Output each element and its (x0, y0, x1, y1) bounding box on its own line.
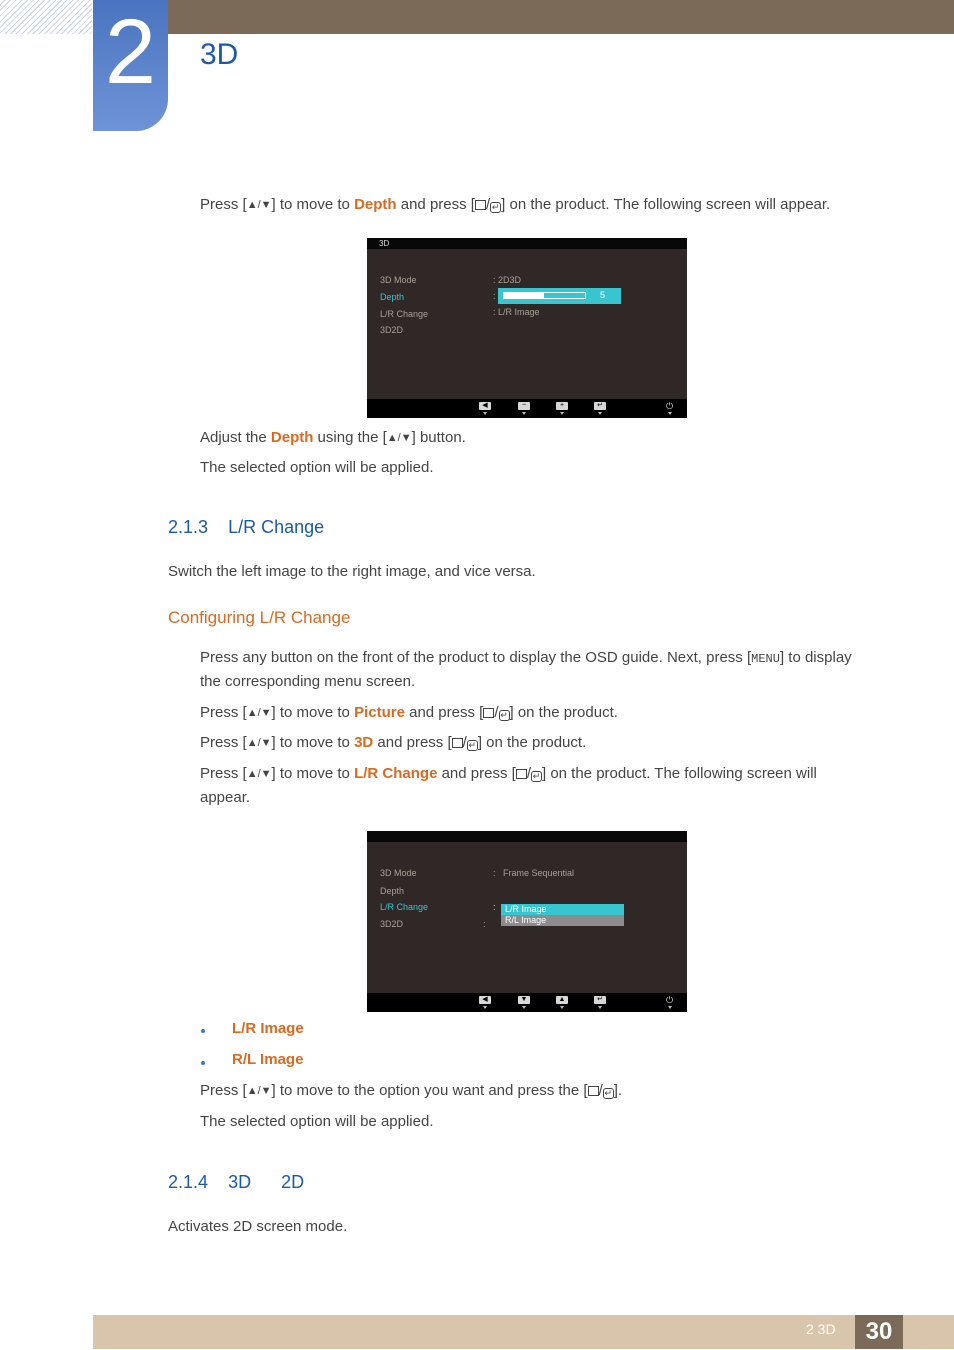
enter-icon: ↵ (532, 771, 541, 781)
up-down-arrows-icon: ▲/▼ (246, 737, 272, 749)
osd-footer-bar (367, 399, 687, 418)
config-step-2: Press [▲/▼] to move to Picture and press [ / ↵ ] on the product. (200, 701, 618, 725)
osd-option: R/L Image (501, 915, 624, 926)
osd-mode-value: Frame Sequential (503, 868, 575, 878)
section-heading-3d-2d: 2.1.4 3D 2D (168, 1172, 305, 1192)
footer-tick-icon (483, 1006, 487, 1009)
osd-row-lr-change: L/R Change (380, 902, 429, 912)
footer-tick-icon (522, 1006, 526, 1009)
footer-tick-icon (598, 1006, 602, 1009)
osd-header (367, 831, 687, 842)
page-number: 30 (855, 1315, 903, 1349)
up-down-arrows-icon: ▲/▼ (246, 707, 272, 719)
step-depth-instruction: Press [▲/▼] to move to Depth and press [ / ↵ ] on the product. The following screen will appear. (200, 193, 830, 217)
power-icon: ⏻ (666, 995, 674, 1005)
header-bar (168, 0, 954, 34)
osd-screen-depth (367, 238, 687, 418)
bullet-rl-image: R/L Image (232, 1051, 304, 1068)
osd-row-depth: Depth (380, 886, 405, 896)
osd-mode-colon: : (493, 868, 496, 878)
osd-depth-slider (498, 288, 621, 304)
osd-depth-value: 5 (600, 290, 606, 300)
config-step-3: Press [▲/▼] to move to 3D and press [ / ↵ ] on the product. (200, 731, 586, 755)
down-arrow-button-icon: ▼ (518, 996, 530, 1004)
square-button-icon (516, 769, 527, 779)
config-step-4: Press [▲/▼] to move to L/R Change and press [ / ↵ ] on the product. The following screen will (200, 762, 817, 786)
adjust-depth-instruction: Adjust the Depth using the [▲/▼] button. (200, 426, 466, 450)
bullet-icon (201, 1029, 205, 1033)
config-step-1: Press any button on the front of the product to display the OSD guide. Next, press [MENU] to display (200, 649, 852, 666)
osd-row-3d2d: 3D2D (380, 325, 404, 335)
chapter-title: 3D (200, 38, 239, 71)
square-button-icon (452, 738, 463, 748)
osd-value-lr: : L/R Image (493, 307, 540, 317)
plus-button-icon: + (556, 402, 568, 410)
enter-icon: ↵ (500, 710, 508, 720)
up-down-arrows-icon: ▲/▼ (246, 1085, 272, 1097)
config-step-4-cont: appear. (200, 789, 251, 806)
config-step-1-cont: the corresponding menu screen. (200, 673, 416, 690)
enter-icon: ↵ (468, 740, 477, 750)
square-button-icon (483, 708, 494, 718)
choose-option-instruction: Press [▲/▼] to move to the option you want and press the [ / ↵ ]. (200, 1079, 622, 1103)
square-button-icon (475, 200, 486, 210)
enter-button-icon: ↵ (594, 996, 606, 1004)
applied-note: The selected option will be applied. (200, 459, 434, 476)
osd-option-selected: L/R Image (501, 904, 624, 915)
square-button-icon (588, 1086, 599, 1096)
footer-chapter-label: 2 3D (806, 1321, 836, 1337)
osd-footer-bar (367, 993, 687, 1012)
footer-tick-icon (560, 412, 564, 415)
osd-screen-lr-change (367, 831, 687, 1012)
power-icon: ⏻ (666, 401, 674, 411)
enter-icon: ↵ (604, 1088, 612, 1098)
enter-button-icon: ↵ (594, 402, 606, 410)
osd-depth-slider-fill (504, 293, 544, 298)
up-down-arrows-icon: ▲/▼ (246, 768, 272, 780)
section-description: Activates 2D screen mode. (168, 1218, 348, 1235)
osd-row-3d-mode: 3D Mode (380, 868, 417, 878)
subheading-configuring: Configuring L/R Change (168, 608, 351, 627)
minus-button-icon: − (518, 402, 530, 410)
footer-tick-icon (668, 412, 672, 415)
chapter-number: 2 (104, 1, 157, 103)
enter-icon: ↵ (491, 202, 500, 212)
applied-note: The selected option will be applied. (200, 1113, 434, 1130)
left-arrow-button-icon: ◀ (479, 402, 491, 410)
osd-row-3d2d: 3D2D (380, 919, 404, 929)
osd-value-mode: : 2D3D (493, 275, 522, 285)
up-down-arrows-icon: ▲/▼ (386, 432, 412, 444)
osd-header: 3D (367, 238, 687, 249)
footer-tick-icon (668, 1006, 672, 1009)
section-heading-lr-change: 2.1.3 L/R Change (168, 517, 325, 537)
left-arrow-button-icon: ◀ (479, 996, 491, 1004)
osd-depth-slider-track (503, 292, 586, 299)
up-down-arrows-icon: ▲/▼ (246, 199, 272, 211)
footer-tick-icon (522, 412, 526, 415)
header-hatch-decoration (0, 0, 92, 34)
osd-row-lr-change: L/R Change (380, 309, 429, 319)
section-description: Switch the left image to the right image, and vice versa. (168, 563, 536, 580)
osd-row-3d-mode: 3D Mode (380, 275, 417, 285)
menu-key: MENU (751, 652, 780, 666)
up-arrow-button-icon: ▲ (556, 996, 568, 1004)
osd-3d2d-colon: : (483, 919, 486, 929)
bullet-lr-image: L/R Image (232, 1020, 304, 1037)
footer-tick-icon (598, 412, 602, 415)
osd-value-depth-colon: : (493, 291, 496, 301)
osd-row-depth: Depth (380, 292, 405, 302)
bullet-icon (201, 1061, 205, 1065)
footer-tick-icon (483, 412, 487, 415)
footer-tick-icon (560, 1006, 564, 1009)
osd-lr-colon: : (493, 902, 496, 912)
